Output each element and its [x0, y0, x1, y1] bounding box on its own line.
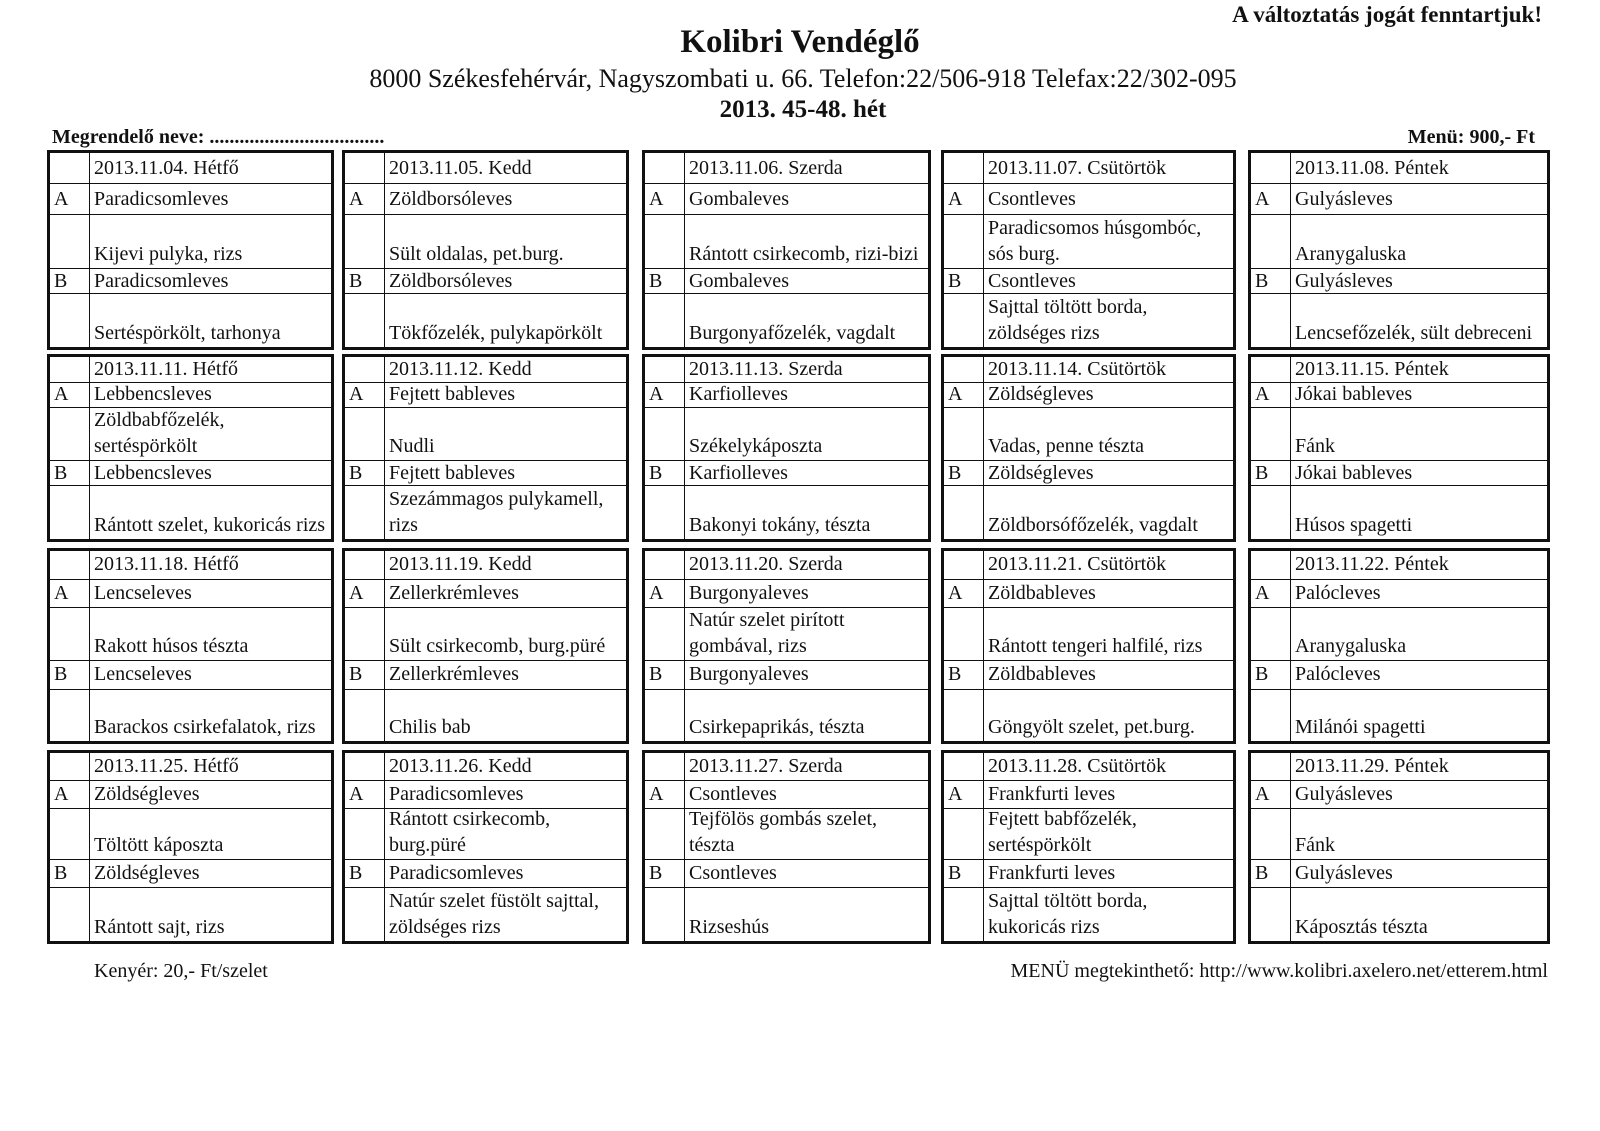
- menu-a-soup: Csontleves: [685, 781, 928, 809]
- menu-a-label: A: [944, 383, 984, 409]
- menu-a-main: Fánk: [1291, 408, 1547, 461]
- day-box-szerda: [642, 150, 931, 350]
- menu-a-main: Székelykáposzta: [685, 408, 928, 461]
- orderer-name-field: Megrendelő neve: ...................................: [52, 126, 385, 148]
- empty-cell: [944, 608, 984, 661]
- day-box-kedd: [342, 548, 629, 744]
- menu-a-main: Töltött káposzta: [90, 809, 331, 860]
- menu-a-soup: Palócleves: [1291, 580, 1547, 609]
- menu-b-soup: Paradicsomleves: [90, 269, 331, 294]
- menu-b-soup: Gulyásleves: [1291, 860, 1547, 888]
- menu-b-soup: Gulyásleves: [1291, 269, 1547, 294]
- menu-b-soup: Jókai bableves: [1291, 461, 1547, 487]
- menu-url: MENÜ megtekinthető: http://www.kolibri.axelero.net/etterem.html: [1010, 960, 1548, 982]
- empty-cell: [50, 408, 90, 461]
- day-date: 2013.11.06. Szerda: [685, 153, 928, 184]
- menu-a-main: Natúr szelet pirított gombával, rizs: [685, 608, 928, 661]
- empty-cell: [645, 753, 685, 781]
- menu-b-label: B: [1251, 461, 1291, 487]
- menu-b-soup: Lencseleves: [90, 661, 331, 690]
- empty-cell: [1251, 888, 1291, 941]
- restaurant-title: Kolibri Vendéglő: [680, 24, 920, 60]
- menu-a-label: A: [645, 383, 685, 409]
- menu-price: Menü: 900,- Ft: [1407, 126, 1535, 148]
- menu-a-label: A: [345, 184, 385, 215]
- empty-cell: [50, 357, 90, 383]
- empty-cell: [345, 294, 385, 346]
- menu-a-main: Sült oldalas, pet.burg.: [385, 215, 626, 269]
- menu-b-soup: Frankfurti leves: [984, 860, 1233, 888]
- day-date: 2013.11.26. Kedd: [385, 753, 626, 781]
- week-label: 2013. 45-48. hét: [719, 96, 887, 123]
- empty-cell: [944, 294, 984, 346]
- menu-a-main: Paradicsomos húsgombóc, sós burg.: [984, 215, 1233, 269]
- day-box-hetfo: [47, 354, 334, 542]
- empty-cell: [944, 357, 984, 383]
- menu-a-label: A: [1251, 781, 1291, 809]
- menu-a-soup: Gulyásleves: [1291, 781, 1547, 809]
- menu-a-soup: Paradicsomleves: [90, 184, 331, 215]
- menu-b-soup: Lebbencsleves: [90, 461, 331, 487]
- empty-cell: [345, 153, 385, 184]
- menu-a-soup: Lencseleves: [90, 580, 331, 609]
- day-date: 2013.11.05. Kedd: [385, 153, 626, 184]
- menu-b-soup: Gombaleves: [685, 269, 928, 294]
- day-box-csutortok: [941, 548, 1236, 744]
- menu-b-label: B: [345, 461, 385, 487]
- menu-a-main: Aranygaluska: [1291, 608, 1547, 661]
- menu-a-label: A: [345, 383, 385, 409]
- menu-b-main: Sajttal töltött borda, kukoricás rizs: [988, 889, 1148, 938]
- menu-b-soup: Zöldbableves: [984, 661, 1233, 690]
- menu-b-label: B: [1251, 860, 1291, 888]
- menu-a-label: A: [50, 383, 90, 409]
- menu-b-main: Csirkepaprikás, tészta: [689, 715, 865, 738]
- empty-cell: [645, 408, 685, 461]
- menu-a-main: Rántott tengeri halfilé, rizs: [984, 608, 1233, 661]
- menu-b-main: Rántott sajt, rizs: [94, 915, 225, 938]
- empty-cell: [1251, 215, 1291, 269]
- empty-cell: [944, 408, 984, 461]
- empty-cell: [1251, 809, 1291, 860]
- menu-a-main: Sült csirkecomb, burg.püré: [385, 608, 626, 661]
- menu-a-label: A: [1251, 184, 1291, 215]
- menu-a-soup: Karfiolleves: [685, 383, 928, 409]
- day-box-pentek: [1248, 150, 1550, 350]
- menu-a-label: A: [345, 781, 385, 809]
- day-date: 2013.11.20. Szerda: [685, 551, 928, 580]
- day-box-kedd: [342, 354, 629, 542]
- notice: A változtatás jogát fenntartjuk!: [1232, 2, 1542, 27]
- day-date: 2013.11.15. Péntek: [1291, 357, 1547, 383]
- menu-a-soup: Zöldségleves: [984, 383, 1233, 409]
- empty-cell: [1251, 551, 1291, 580]
- menu-a-soup: Gulyásleves: [1291, 184, 1547, 215]
- menu-a-label: A: [944, 580, 984, 609]
- menu-b-main: Szezámmagos pulykamell, rizs: [389, 488, 604, 537]
- day-box-pentek: [1248, 354, 1550, 542]
- menu-a-label: A: [944, 781, 984, 809]
- day-box-hetfo: [47, 150, 334, 350]
- menu-a-soup: Zöldbableves: [984, 580, 1233, 609]
- menu-b-label: B: [345, 860, 385, 888]
- menu-b-label: B: [645, 661, 685, 690]
- menu-b-label: B: [50, 860, 90, 888]
- week-block-2: [0, 354, 1600, 542]
- empty-cell: [50, 690, 90, 741]
- empty-cell: [345, 408, 385, 461]
- menu-b-label: B: [645, 860, 685, 888]
- empty-cell: [345, 888, 385, 941]
- empty-cell: [645, 551, 685, 580]
- empty-cell: [50, 153, 90, 184]
- menu-b-label: B: [1251, 661, 1291, 690]
- menu-b-label: B: [345, 661, 385, 690]
- menu-b-label: B: [944, 269, 984, 294]
- empty-cell: [1251, 753, 1291, 781]
- empty-cell: [645, 215, 685, 269]
- menu-a-soup: Zellerkrémleves: [385, 580, 626, 609]
- menu-a-main: Fánk: [1291, 809, 1547, 860]
- week-block-3: [0, 548, 1600, 744]
- empty-cell: [50, 888, 90, 941]
- day-date: 2013.11.08. Péntek: [1291, 153, 1547, 184]
- empty-cell: [50, 215, 90, 269]
- empty-cell: [50, 753, 90, 781]
- menu-b-soup: Fejtett bableves: [385, 461, 626, 487]
- empty-cell: [944, 551, 984, 580]
- menu-b-main: Barackos csirkefalatok, rizs: [94, 715, 316, 738]
- menu-a-main: Vadas, penne tészta: [984, 408, 1233, 461]
- empty-cell: [645, 809, 685, 860]
- empty-cell: [1251, 153, 1291, 184]
- menu-a-main: Rakott húsos tészta: [90, 608, 331, 661]
- menu-b-soup: Zöldborsóleves: [385, 269, 626, 294]
- empty-cell: [50, 608, 90, 661]
- empty-cell: [1251, 608, 1291, 661]
- empty-cell: [1251, 690, 1291, 741]
- menu-b-main: Húsos spagetti: [1295, 514, 1413, 537]
- menu-b-label: B: [345, 269, 385, 294]
- menu-b-label: B: [944, 461, 984, 487]
- menu-b-main: Lencsefőzelék, sült debreceni: [1295, 321, 1533, 344]
- menu-a-soup: Frankfurti leves: [984, 781, 1233, 809]
- menu-b-main: Burgonyafőzelék, vagdalt: [689, 321, 896, 344]
- day-box-csutortok: [941, 150, 1236, 350]
- menu-b-main: Tökfőzelék, pulykapörkölt: [389, 321, 603, 344]
- day-box-szerda: [642, 354, 931, 542]
- week-block-4: [0, 750, 1600, 944]
- menu-a-main: Nudli: [385, 408, 626, 461]
- menu-b-main: Sajttal töltött borda, zöldséges rizs: [988, 295, 1148, 344]
- day-date: 2013.11.25. Hétfő: [90, 753, 331, 781]
- empty-cell: [645, 690, 685, 741]
- menu-a-label: A: [645, 580, 685, 609]
- menu-b-soup: Zellerkrémleves: [385, 661, 626, 690]
- menu-b-soup: Palócleves: [1291, 661, 1547, 690]
- menu-b-label: B: [50, 461, 90, 487]
- menu-a-label: A: [1251, 383, 1291, 409]
- day-date: 2013.11.18. Hétfő: [90, 551, 331, 580]
- menu-b-soup: Paradicsomleves: [385, 860, 626, 888]
- day-date: 2013.11.19. Kedd: [385, 551, 626, 580]
- day-box-kedd: [342, 750, 629, 944]
- menu-a-label: A: [944, 184, 984, 215]
- empty-cell: [1251, 486, 1291, 539]
- menu-a-main: Kijevi pulyka, rizs: [90, 215, 331, 269]
- empty-cell: [944, 809, 984, 860]
- empty-cell: [645, 294, 685, 346]
- menu-b-soup: Csontleves: [685, 860, 928, 888]
- menu-b-soup: Karfiolleves: [685, 461, 928, 487]
- day-box-csutortok: [941, 750, 1236, 944]
- menu-a-soup: Csontleves: [984, 184, 1233, 215]
- menu-b-label: B: [50, 661, 90, 690]
- empty-cell: [345, 486, 385, 539]
- menu-a-label: A: [50, 781, 90, 809]
- week-block-1: [0, 150, 1600, 350]
- empty-cell: [1251, 294, 1291, 346]
- day-box-hetfo: [47, 750, 334, 944]
- day-box-pentek: [1248, 750, 1550, 944]
- menu-b-main: Sertéspörkölt, tarhonya: [94, 321, 281, 344]
- empty-cell: [345, 690, 385, 741]
- day-date: 2013.11.21. Csütörtök: [984, 551, 1233, 580]
- empty-cell: [645, 486, 685, 539]
- empty-cell: [345, 608, 385, 661]
- menu-b-soup: Zöldségleves: [90, 860, 331, 888]
- empty-cell: [944, 486, 984, 539]
- menu-a-label: A: [345, 580, 385, 609]
- menu-b-main: Chilis bab: [389, 715, 471, 738]
- menu-a-label: A: [50, 580, 90, 609]
- menu-a-label: A: [1251, 580, 1291, 609]
- menu-a-soup: Burgonyaleves: [685, 580, 928, 609]
- menu-b-main: Natúr szelet füstölt sajttal, zöldséges rizs: [389, 889, 599, 938]
- empty-cell: [345, 357, 385, 383]
- address-line: 8000 Székesfehérvár, Nagyszombati u. 66. Telefon:22/506-918 Telefax:22/302-095: [369, 64, 1237, 93]
- menu-b-main: Rizseshús: [689, 915, 769, 938]
- menu-a-soup: Jókai bableves: [1291, 383, 1547, 409]
- menu-b-soup: Zöldségleves: [984, 461, 1233, 487]
- empty-cell: [1251, 408, 1291, 461]
- empty-cell: [645, 888, 685, 941]
- day-date: 2013.11.27. Szerda: [685, 753, 928, 781]
- menu-a-label: A: [50, 184, 90, 215]
- menu-a-soup: Zöldségleves: [90, 781, 331, 809]
- day-date: 2013.11.22. Péntek: [1291, 551, 1547, 580]
- empty-cell: [944, 753, 984, 781]
- empty-cell: [50, 486, 90, 539]
- menu-a-main: Rántott csirkecomb, burg.püré: [385, 809, 626, 860]
- bread-price: Kenyér: 20,- Ft/szelet: [94, 960, 268, 982]
- day-date: 2013.11.28. Csütörtök: [984, 753, 1233, 781]
- empty-cell: [645, 153, 685, 184]
- menu-b-label: B: [645, 461, 685, 487]
- menu-a-label: A: [645, 781, 685, 809]
- empty-cell: [345, 753, 385, 781]
- day-box-pentek: [1248, 548, 1550, 744]
- empty-cell: [1251, 357, 1291, 383]
- day-date: 2013.11.07. Csütörtök: [984, 153, 1233, 184]
- day-date: 2013.11.13. Szerda: [685, 357, 928, 383]
- empty-cell: [944, 690, 984, 741]
- menu-a-main: Rántott csirkecomb, rizi-bizi: [685, 215, 928, 269]
- menu-b-main: Göngyölt szelet, pet.burg.: [988, 715, 1195, 738]
- empty-cell: [50, 551, 90, 580]
- day-box-kedd: [342, 150, 629, 350]
- day-date: 2013.11.29. Péntek: [1291, 753, 1547, 781]
- menu-a-soup: Paradicsomleves: [385, 781, 626, 809]
- empty-cell: [345, 809, 385, 860]
- menu-a-soup: Lebbencsleves: [90, 383, 331, 409]
- menu-a-label: A: [645, 184, 685, 215]
- menu-b-label: B: [944, 661, 984, 690]
- menu-b-label: B: [50, 269, 90, 294]
- day-date: 2013.11.14. Csütörtök: [984, 357, 1233, 383]
- empty-cell: [944, 888, 984, 941]
- empty-cell: [345, 215, 385, 269]
- empty-cell: [50, 294, 90, 346]
- menu-b-main: Milánói spagetti: [1295, 715, 1426, 738]
- menu-a-soup: Gombaleves: [685, 184, 928, 215]
- menu-b-main: Káposztás tészta: [1295, 915, 1428, 938]
- menu-b-main: Bakonyi tokány, tészta: [689, 514, 871, 537]
- day-box-szerda: [642, 548, 931, 744]
- day-date: 2013.11.04. Hétfő: [90, 153, 331, 184]
- menu-b-soup: Csontleves: [984, 269, 1233, 294]
- menu-a-main: Fejtett babfőzelék, sertéspörkölt: [984, 809, 1233, 860]
- menu-b-label: B: [1251, 269, 1291, 294]
- menu-b-main: Zöldborsófőzelék, vagdalt: [988, 514, 1198, 537]
- empty-cell: [645, 608, 685, 661]
- menu-a-main: Zöldbabfőzelék, sertéspörkölt: [90, 408, 331, 461]
- menu-a-soup: Fejtett bableves: [385, 383, 626, 409]
- menu-b-main: Rántott szelet, kukoricás rizs: [94, 514, 326, 537]
- day-date: 2013.11.11. Hétfő: [90, 357, 331, 383]
- day-box-csutortok: [941, 354, 1236, 542]
- empty-cell: [944, 153, 984, 184]
- day-box-hetfo: [47, 548, 334, 744]
- menu-b-label: B: [645, 269, 685, 294]
- menu-a-main: Aranygaluska: [1291, 215, 1547, 269]
- day-date: 2013.11.12. Kedd: [385, 357, 626, 383]
- day-box-szerda: [642, 750, 931, 944]
- empty-cell: [50, 809, 90, 860]
- empty-cell: [944, 215, 984, 269]
- empty-cell: [645, 357, 685, 383]
- menu-a-soup: Zöldborsóleves: [385, 184, 626, 215]
- menu-a-main: Tejfölös gombás szelet, tészta: [685, 809, 928, 860]
- empty-cell: [345, 551, 385, 580]
- menu-b-soup: Burgonyaleves: [685, 661, 928, 690]
- menu-b-label: B: [944, 860, 984, 888]
